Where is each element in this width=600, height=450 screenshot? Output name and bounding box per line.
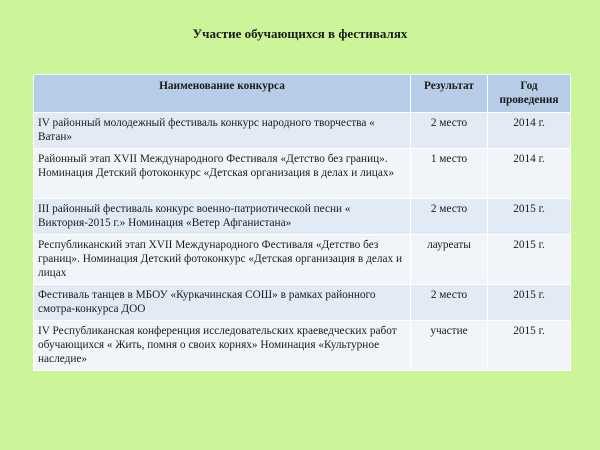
header-result: Результат — [411, 75, 488, 113]
cell-name: IV Республиканская конференция исследовательских краеведческих работ обучающихся « Жить, помня о своих корнях» Номинация «Культурное наследие» — [34, 321, 411, 371]
festivals-table — [33, 74, 571, 371]
cell-name: III районный фестиваль конкурс военно-патриотической песни « Виктория-2015 г.» Номинация «Ветер Афганистана» — [34, 199, 411, 235]
cell-result: лауреаты — [411, 235, 488, 285]
cell-name: Республиканский этап XVII Международного Фестиваля «Детство без границ». Номинация Детский фотоконкурс «Детская организация в делах и лицах — [34, 235, 411, 285]
cell-name: Районный этап XVII Международного Фестиваля «Детство без границ». Номинация Детский фотоконкурс «Детская организация в делах и лицах» — [34, 149, 411, 199]
cell-year: 2015 г. — [488, 235, 571, 285]
cell-result: 2 место — [411, 113, 488, 149]
cell-name: IV районный молодежный фестиваль конкурс народного творчества « Ватан» — [34, 113, 411, 149]
table-row — [34, 321, 571, 371]
table-row — [34, 285, 571, 321]
cell-year: 2015 г. — [488, 285, 571, 321]
table-row — [34, 149, 571, 199]
cell-year: 2015 г. — [488, 321, 571, 371]
header-year: Год проведения — [488, 75, 571, 113]
cell-result: 2 место — [411, 285, 488, 321]
table-header-row — [34, 75, 571, 113]
table-row — [34, 113, 571, 149]
cell-result: 2 место — [411, 199, 488, 235]
cell-name: Фестиваль танцев в МБОУ «Куркачинская СОШ» в рамках районного смотра-конкурса ДОО — [34, 285, 411, 321]
cell-year: 2014 г. — [488, 113, 571, 149]
cell-result: участие — [411, 321, 488, 371]
page-title: Участие обучающихся в фестивалях — [192, 26, 408, 41]
header-name: Наименование конкурса — [34, 75, 411, 113]
table-row — [34, 235, 571, 285]
table-row — [34, 199, 571, 235]
cell-year: 2014 г. — [488, 149, 571, 199]
cell-year: 2015 г. — [488, 199, 571, 235]
cell-result: 1 место — [411, 149, 488, 199]
